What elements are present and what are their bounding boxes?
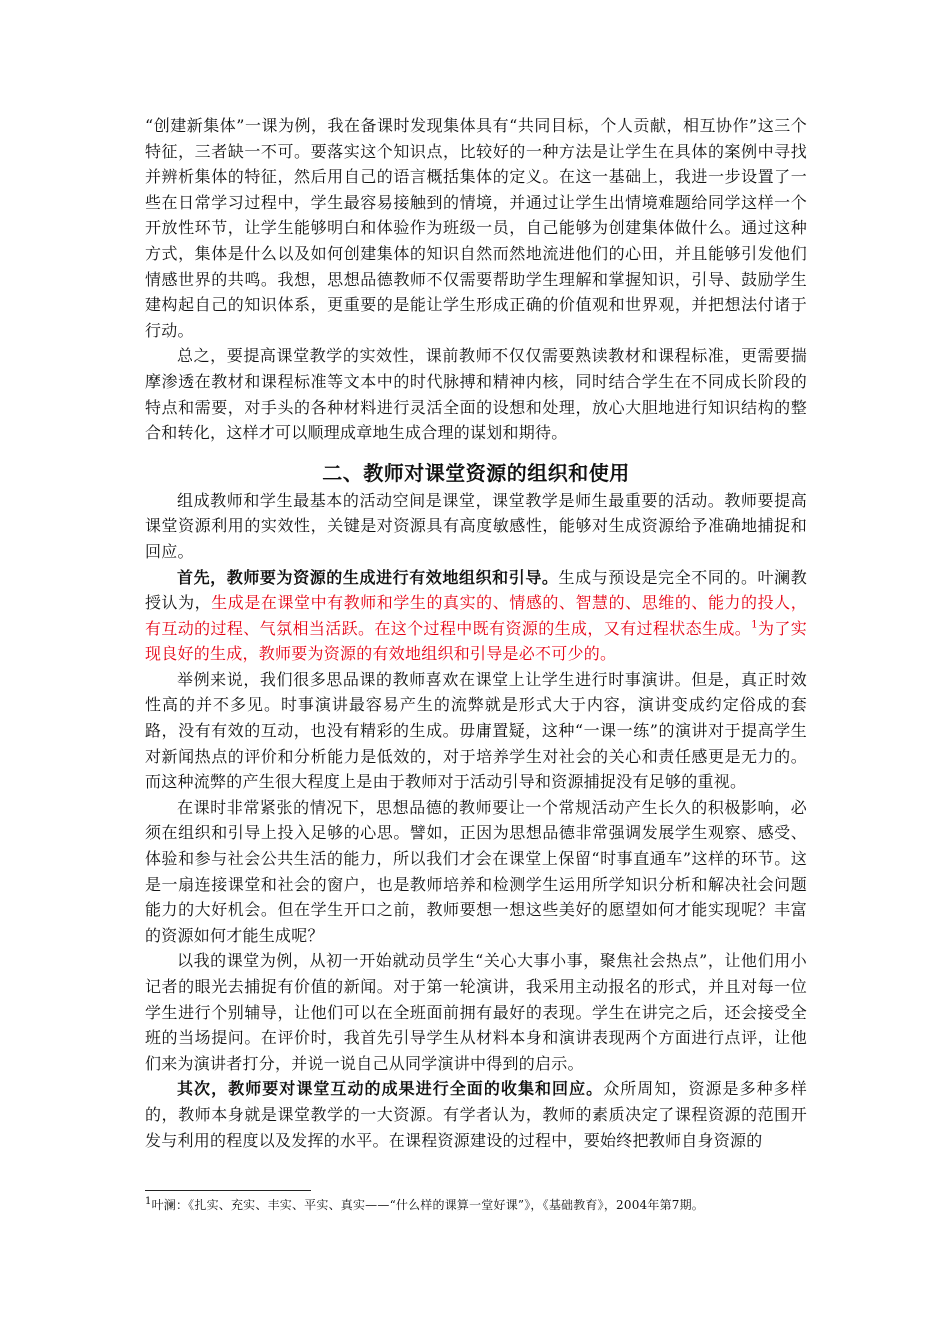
paragraph-first-point [145,565,807,667]
paragraph-summary: 总之，要提高课堂教学的实效性，课前教师不仅仅需要熟读教材和课程标准，更需要揣摩渗透在教材和课程标准等文本中的时代脉搏和精神内核，同时结合学生在不同成长阶段的特点和需要，对手头的各种材料进行灵活全面的设想和处理，放心大胆地进行知识结构的整合和转化，这样才可以顺理成章地生成合理的谋划和期待。 [145,346,807,443]
paragraph-my-classroom: 以我的课堂为例，从初一开始就动员学生“关心大事小事，聚焦社会热点”，让他们用小记者的眼光去捕捉有价值的新闻。对于第一轮演讲，我采用主动报名的形式，并且对每一位学生进行个别辅导，让他们可以在全班面前拥有最好的表现。学生在讲完之后，还会接受全班的当场提问。在评价时，我首先引导学生从材料本身和演讲表现两个方面进行点评，让他们来为演讲者打分，并说一说自己从同学演讲中得到的启示。 [145,951,807,1073]
paragraph-class-time: 在课时非常紧张的情况下，思想品德的教师要让一个常规活动产生长久的积极影响，必须在组织和引导上投入足够的心思。譬如，正因为思想品德非常强调发展学生观察、感受、体验和参与社会公共生活的能力，所以我们才会在课堂上保留“时事直通车”这样的环节。这是一扇连接课堂和社会的窗户，也是教师培养和检测学生运用所学知识分析和解决社会问题能力的大好机会。但在学生开口之前，教师要想一想这些美好的愿望如何才能实现呢？丰富的资源如何才能生成呢？ [145,797,807,945]
document-body [145,113,807,1153]
footnote-mark: 1 [145,1196,152,1207]
first-point-bold: 首先，教师要为资源的生成进行有效地组织和引导。 [177,567,559,587]
first-point-text: 生成与预设是完全不同的。叶澜教授认为， [145,567,807,613]
footnote-reference[interactable]: 1 [751,619,758,631]
paragraph-example: 举例来说，我们很多思品课的教师喜欢在课堂上让学生进行时事演讲。但是，真正时效性高的并不多见。时事演讲最容易产生的流弊就是形式大于内容，演讲变成约定俗成的套路，没有有效的互动，也没有精彩的生成。毋庸置疑，这种“一课一练”的演讲对于提高学生对新闻热点的评价和分析能力是低效的，对于培养学生对社会的关心和责任感更是无力的。而这种流弊的产生很大程度上是由于教师对于活动引导和资源捕捉没有足够的重视。 [145,669,807,792]
second-point-text: 众所周知，资源是多种多样的，教师本身就是课堂教学的一大资源。有学者认为，教师的素质决定了课程资源的范围开发与利用的程度以及发挥的水平。在课程资源建设的过程中，要始终把教师自身资源的 [145,1079,807,1150]
footnote [145,1197,807,1214]
footnote-text: 叶澜：《扎实、充实、丰实、平实、真实——“什么样的课算一堂好课”》，《基础教育》，2004年第7期。 [151,1198,705,1212]
section-heading: 二、教师对课堂资源的组织和使用 [322,460,630,485]
paragraph-second-point [145,1076,807,1153]
paragraph-intro: 组成教师和学生最基本的活动空间是课堂，课堂教学是师生最重要的活动。教师要提高课堂资源利用的实效性，关键是对资源具有高度敏感性，能够对生成资源给予准确地捕捉和回应。 [145,490,807,561]
footnote-separator [145,1190,311,1191]
first-point-red-conclusion: 为了实现良好的生成，教师要为资源的有效地组织和引导是必不可少的。 [145,618,807,664]
second-point-bold: 其次，教师要对课堂互动的成果进行全面的收集和回应。 [177,1079,604,1099]
first-point-red-quote: 生成是在课堂中有教师和学生的真实的、情感的、智慧的、思维的、能力的投人，有互动的过程、气氛相当活跃。在这个过程中既有资源的生成，又有过程状态生成。 [145,593,807,638]
paragraph-continued: “创建新集体”一课为例，我在备课时发现集体具有“共同目标，个人贡献，相互协作”这三个特征，三者缺一不可。要落实这个知识点，比较好的一种方法是让学生在具体的案例中寻找并辨析集体的特征，然后用自己的语言概括集体的定义。在这一基础上，我进一步设置了一些在日常学习过程中，学生最容易接触到的情境，并通过让学生出情境难题给同学这样一个开放性环节，让学生能够明白和体验作为班级一员，自己能够为创建集体做什么。通过这种方式，集体是什么以及如何创建集体的知识自然而然地流进他们的心田，并且能够引发他们情感世界的共鸣。我想，思想品德教师不仅需要帮助学生理解和掌握知识，引导、鼓励学生建构起自己的知识体系，更重要的是能让学生形成正确的价值观和世界观，并把想法付诸于行动。 [145,116,807,340]
